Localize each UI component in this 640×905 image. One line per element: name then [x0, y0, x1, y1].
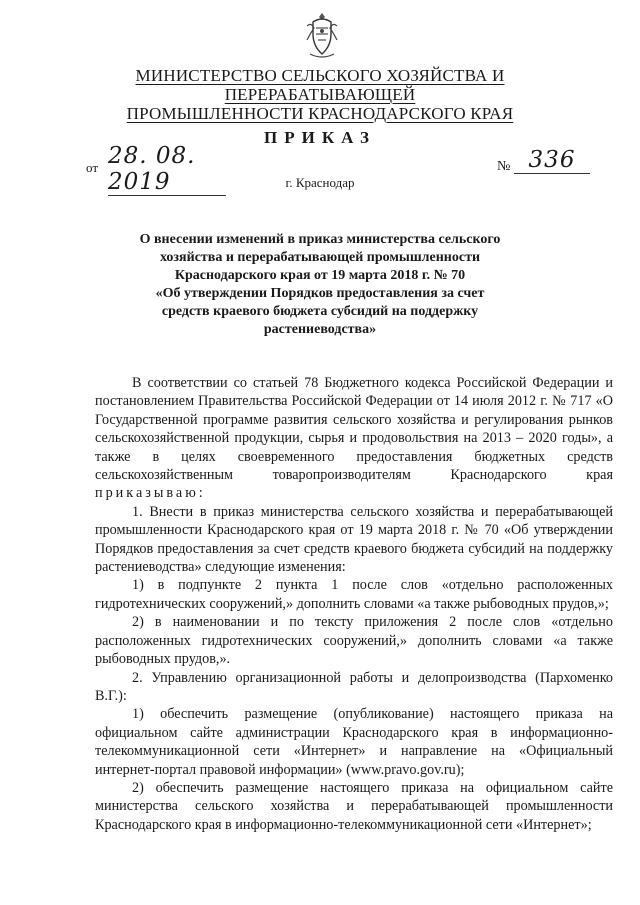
document-heading — [90, 231, 550, 339]
paragraph-1: 1. Внести в приказ министерства сельского хозяйства и перерабатывающей промышленности Краснодарского края от 19 марта 2018 г. № 70 «Об утверждении Порядков предоставления за счет средств краевого бюджета субсидий на поддержку растениеводства» следующие изменения: — [95, 503, 613, 576]
paragraph-2: 2. Управлению организационной работы и делопроизводства (Пархоменко В.Г.): — [95, 669, 613, 704]
date-prefix: от — [86, 160, 99, 175]
heading-line-5: средств краевого бюджета субсидий на поддержку — [161, 304, 479, 319]
command-word: приказываю: — [95, 485, 206, 502]
intro-paragraph — [95, 374, 613, 503]
number-label: № — [497, 159, 511, 174]
heading-line-4: «Об утверждении Порядков предоставления за счет — [155, 286, 485, 301]
paragraph-1-2: 2) в наименовании и по тексту приложения 2 после слов «отдельно расположенных гидротехнических сооружений,» дополнить словами «а также рыбоводных прудов,». — [95, 614, 613, 668]
heading-line-6: растениеводства» — [263, 322, 377, 337]
ministry-line-2: ПРОМЫШЛЕННОСТИ КРАСНОДАРСКОГО КРАЯ — [126, 104, 514, 123]
order-date: 28. 08. 2019 — [108, 143, 226, 196]
coat-of-arms-icon — [304, 10, 340, 60]
ministry-name — [60, 66, 580, 123]
order-title: ПРИКАЗ — [264, 128, 376, 147]
paragraph-2-1: 1) обеспечить размещение (опубликование) настоящего приказа на официальном сайте администрации Краснодарского края в информационно-телекоммуникационной сети «Интернет» и направление на «Официальный интернет-портал правовой информации» (www.pravo.gov.ru); — [95, 706, 613, 778]
heading-line-3: Краснодарского края от 19 марта 2018 г. № 70 — [174, 268, 466, 283]
intro-text: В соответствии со статьей 78 Бюджетного кодекса Российской Федерации и постановлением Правительства Российской Федерации от 14 июля 2012 г. № 717 «О Государственной программе развития сельского хозяйства и регулирования рынков сельскохозяйственной продукции, сырья и продовольствия на 2013 – 2020 годы», а также в целях своевременного предоставления бюджетных средств сельскохозяйственным товаропроизводителям Краснодарского края — [95, 375, 613, 484]
heading-line-2: хозяйства и перерабатывающей промышленности — [159, 250, 481, 265]
heading-line-1: О внесении изменений в приказ министерства сельского — [139, 232, 501, 247]
order-number: 336 — [514, 147, 590, 174]
paragraph-1-1: 1) в подпункте 2 пункта 1 после слов «отдельно расположенных гидротехнических сооружений,» дополнить словами «а также рыбоводных прудов,»; — [95, 577, 613, 612]
city: г. Краснодар — [285, 175, 355, 190]
ministry-line-1: МИНИСТЕРСТВО СЕЛЬСКОГО ХОЗЯЙСТВА И ПЕРЕРАБАТЫВАЮЩЕЙ — [135, 66, 505, 104]
document-body — [95, 374, 613, 834]
paragraph-2-2: 2) обеспечить размещение настоящего приказа на официальном сайте министерства сельского хозяйства и перерабатывающей промышленности Краснодарского края в информационно-телекоммуникационной сети «Интернет»; — [95, 779, 613, 833]
